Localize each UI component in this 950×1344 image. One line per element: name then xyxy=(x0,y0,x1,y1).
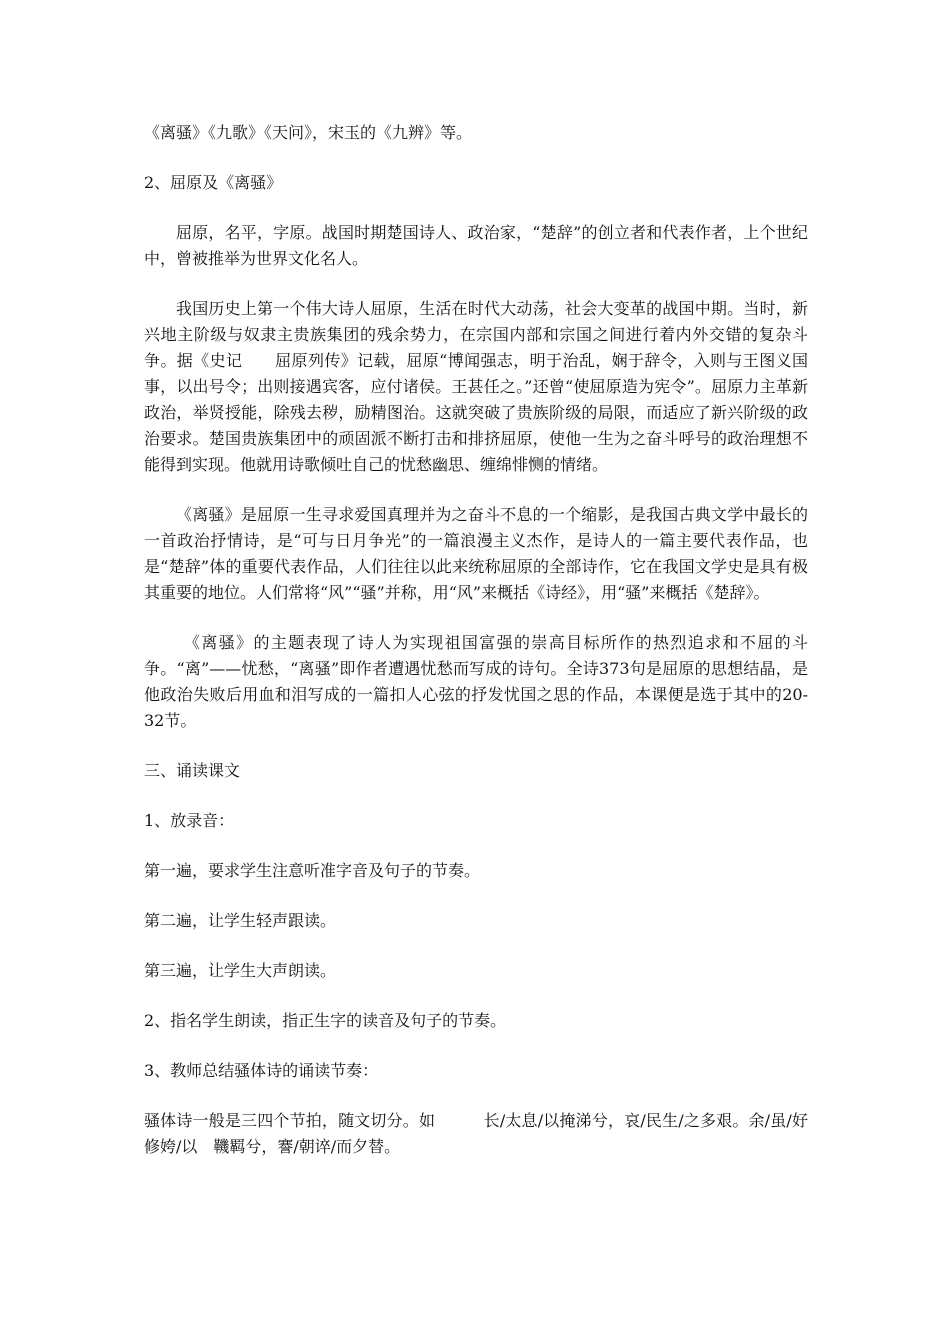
item-third-pass: 第三遍，让学生大声朗读。 xyxy=(144,961,337,980)
heading-quyuan-lisao: 2、屈原及《离骚》 xyxy=(144,173,283,192)
paragraph-quyuan-history: 我国历史上第一个伟大诗人屈原，生活在时代大动荡，社会大变革的战国中期。当时，新兴地主阶级与奴隶主贵族集团的残余势力，在宗国内部和宗国之间进行着内外交错的复杂斗争。据《史记 屈原列传》记载，屈原“博闻强志，明于治乱，娴于辞令，入则与王图义国事，以出号令；出则接遇宾客，应付诸侯。王甚任之。”还曾“使屈原造为宪令”。屈原力主革新政治，举贤授能，除残去秽，励精图治。这就突破了贵族阶级的局限，而适应了新兴阶级的政治要求。楚国贵族集团中的顽固派不断打击和排挤屈原，使他一生为之奋斗呼号的政治理想不能得到实现。他就用诗歌倾吐自己的忧愁幽思、缠绵悱恻的情绪。 xyxy=(144,299,808,474)
paragraph-lisao-theme: 《离骚》的主题表现了诗人为实现祖国富强的崇高目标所作的热烈追求和不屈的斗争。“离”——忧愁，“离骚”即作者遭遇忧愁而写成的诗句。全诗373句是屈原的思想结晶，是他政治失败后用血和泪写成的一篇扣人心弦的抒发忧国之思的作品，本课便是选于其中的20-32节。 xyxy=(144,633,808,730)
item-student-reading: 2、指名学生朗读，指正生字的读音及句子的节奏。 xyxy=(144,1011,507,1030)
paragraph-quyuan-intro: 屈原，名平，字原。战国时期楚国诗人、政治家，“楚辞”的创立者和代表作者，上个世纪中，曾被推举为世界文化名人。 xyxy=(144,223,808,268)
paragraph-works-list: 《离骚》《九歌》《天问》，宋玉的《九辨》等。 xyxy=(144,123,473,142)
item-second-pass: 第二遍，让学生轻声跟读。 xyxy=(144,911,337,930)
document-body xyxy=(144,120,808,1184)
item-teacher-summary: 3、教师总结骚体诗的诵读节奏： xyxy=(144,1061,379,1080)
heading-recite-text: 三、诵读课文 xyxy=(144,761,241,780)
paragraph-rhythm-example: 骚体诗一般是三四个节拍，随文切分。如 长/太息/以掩涕兮，哀/民生/之多艰。余/虽/好修姱/以 鞿羁兮，謇/朝谇/而夕替。 xyxy=(144,1111,808,1156)
paragraph-lisao-significance: 《离骚》是屈原一生寻求爱国真理并为之奋斗不息的一个缩影，是我国古典文学中最长的一首政治抒情诗，是“可与日月争光”的一篇浪漫主义杰作，是诗人的一篇主要代表作品，也是“楚辞”体的重要代表作品，人们往往以此来统称屈原的全部诗作，它在我国文学史是具有极其重要的地位。人们常将“风”“骚”并称，用“风”来概括《诗经》，用“骚”来概括《楚辞》。 xyxy=(144,505,808,602)
item-play-recording: 1、放录音： xyxy=(144,811,235,830)
item-first-pass: 第一遍，要求学生注意听准字音及句子的节奏。 xyxy=(144,861,481,880)
